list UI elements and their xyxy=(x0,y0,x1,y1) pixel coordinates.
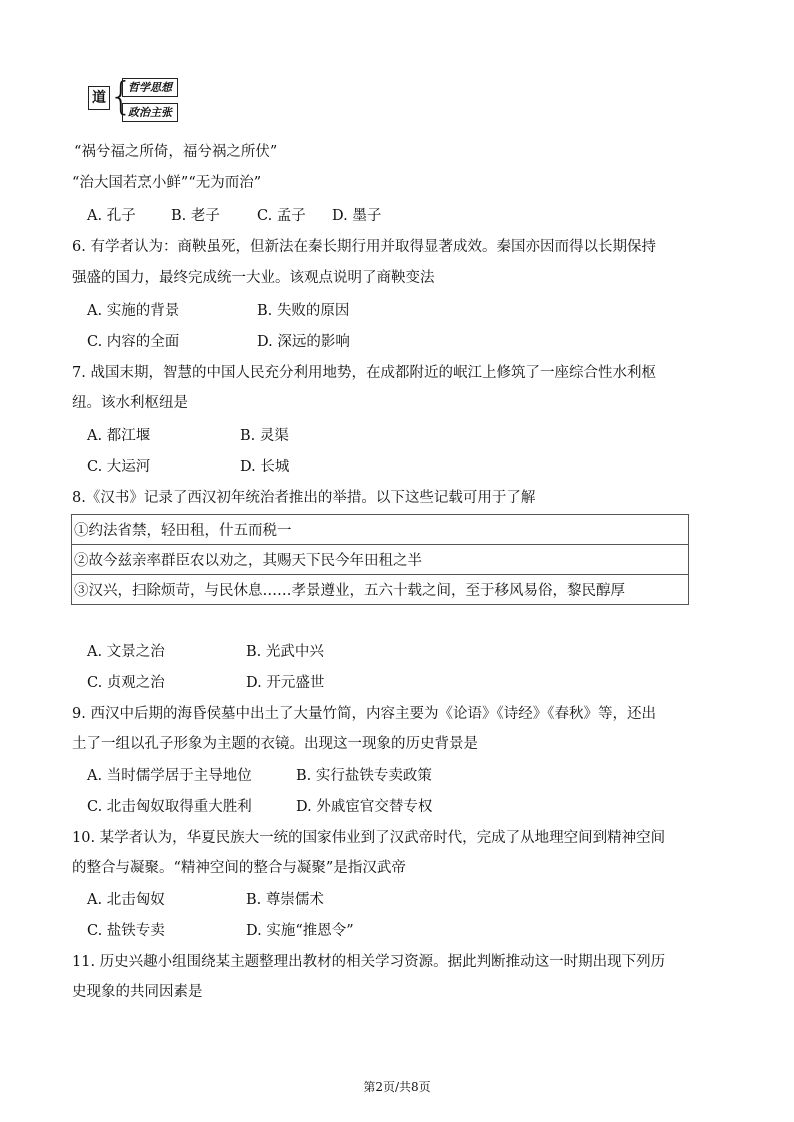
q5-option-c[interactable]: C. 孟子 xyxy=(257,208,306,224)
diagram-center-box: 道 xyxy=(88,86,110,110)
dao-diagram xyxy=(88,72,198,124)
q9-option-a[interactable]: A. 当时儒学居于主导地位 xyxy=(87,768,252,784)
q8-option-d[interactable]: D. 开元盛世 xyxy=(246,675,325,691)
q8-source-table xyxy=(71,514,689,605)
diagram-box-top: 哲学思想 xyxy=(122,78,178,97)
q8-option-a[interactable]: A. 文景之治 xyxy=(87,644,165,660)
q5-option-d[interactable]: D. 墨子 xyxy=(332,208,382,224)
q11-stem-line1: 11. 历史兴趣小组围绕某主题整理出教材的相关学习资源。据此判断推动这一时期出现下列历 xyxy=(72,954,666,970)
q6-option-c[interactable]: C. 内容的全面 xyxy=(87,334,180,350)
q11-stem-line2: 史现象的共同因素是 xyxy=(72,984,203,1000)
q8-option-b[interactable]: B. 光武中兴 xyxy=(246,644,324,660)
q9-option-d[interactable]: D. 外戚宦官交替专权 xyxy=(296,799,433,815)
q8-source-3: ③汉兴，扫除烦苛，与民休息……孝景遵业，五六十载之间，至于移风易俗，黎民醇厚 xyxy=(72,575,689,605)
q10-option-b[interactable]: B. 尊崇儒术 xyxy=(246,892,324,908)
q8-option-c[interactable]: C. 贞观之治 xyxy=(87,675,165,691)
page-number: 第2页/共8页 xyxy=(363,1080,431,1094)
q7-option-d[interactable]: D. 长城 xyxy=(240,459,290,475)
q7-stem-line2: 纽。该水利枢纽是 xyxy=(72,395,188,411)
q5-quote1: “祸兮福之所倚，福兮祸之所伏” xyxy=(74,144,278,160)
table-row xyxy=(72,545,689,575)
q8-source-2: ②故今兹亲率群臣农以劝之，其赐天下民今年田租之半 xyxy=(72,545,689,575)
q7-option-c[interactable]: C. 大运河 xyxy=(87,459,151,475)
table-row xyxy=(72,515,689,545)
q5-option-a[interactable]: A. 孔子 xyxy=(87,208,136,224)
q10-option-a[interactable]: A. 北击匈奴 xyxy=(87,892,165,908)
q6-option-d[interactable]: D. 深远的影响 xyxy=(257,334,350,350)
q6-stem-line1: 6. 有学者认为：商鞅虽死，但新法在秦长期行用并取得显著成效。秦国亦因而得以长期保持 xyxy=(72,239,656,255)
table-row xyxy=(72,575,689,605)
q6-option-b[interactable]: B. 失败的原因 xyxy=(257,303,350,319)
q10-option-d[interactable]: D. 实施“推恩令” xyxy=(246,923,354,939)
q9-stem-line1: 9. 西汉中后期的海昏侯墓中出土了大量竹简，内容主要为《论语》《诗经》《春秋》等，还出 xyxy=(72,706,656,722)
diagram-box-bottom: 政治主张 xyxy=(122,103,178,122)
q5-quote2: “治大国若烹小鲜”“无为而治” xyxy=(72,175,262,191)
q8-source-1: ①约法省禁，轻田租，什五而税一 xyxy=(72,515,689,545)
q7-stem-line1: 7. 战国末期，智慧的中国人民充分利用地势，在成都附近的岷江上修筑了一座综合性水利枢 xyxy=(72,365,656,381)
brace-icon: { xyxy=(109,74,134,118)
q5-option-b[interactable]: B. 老子 xyxy=(171,208,220,224)
q9-stem-line2: 土了一组以孔子形象为主题的衣镜。出现这一现象的历史背景是 xyxy=(72,736,478,752)
q9-option-b[interactable]: B. 实行盐铁专卖政策 xyxy=(296,768,432,784)
q9-option-c[interactable]: C. 北击匈奴取得重大胜利 xyxy=(87,799,252,815)
q10-option-c[interactable]: C. 盐铁专卖 xyxy=(87,923,165,939)
q7-option-b[interactable]: B. 灵渠 xyxy=(240,428,289,444)
q6-stem-line2: 强盛的国力，最终完成统一大业。该观点说明了商鞅变法 xyxy=(72,270,435,286)
q10-stem-line1: 10. 某学者认为，华夏民族大一统的国家伟业到了汉武帝时代，完成了从地理空间到精神空间 xyxy=(72,830,666,846)
q10-stem-line2: 的整合与凝聚。“精神空间的整合与凝聚”是指汉武帝 xyxy=(72,860,406,876)
q6-option-a[interactable]: A. 实施的背景 xyxy=(87,303,180,319)
q8-stem: 8.《汉书》记录了西汉初年统治者推出的举措。以下这些记载可用于了解 xyxy=(72,490,536,506)
q7-option-a[interactable]: A. 都江堰 xyxy=(87,428,151,444)
